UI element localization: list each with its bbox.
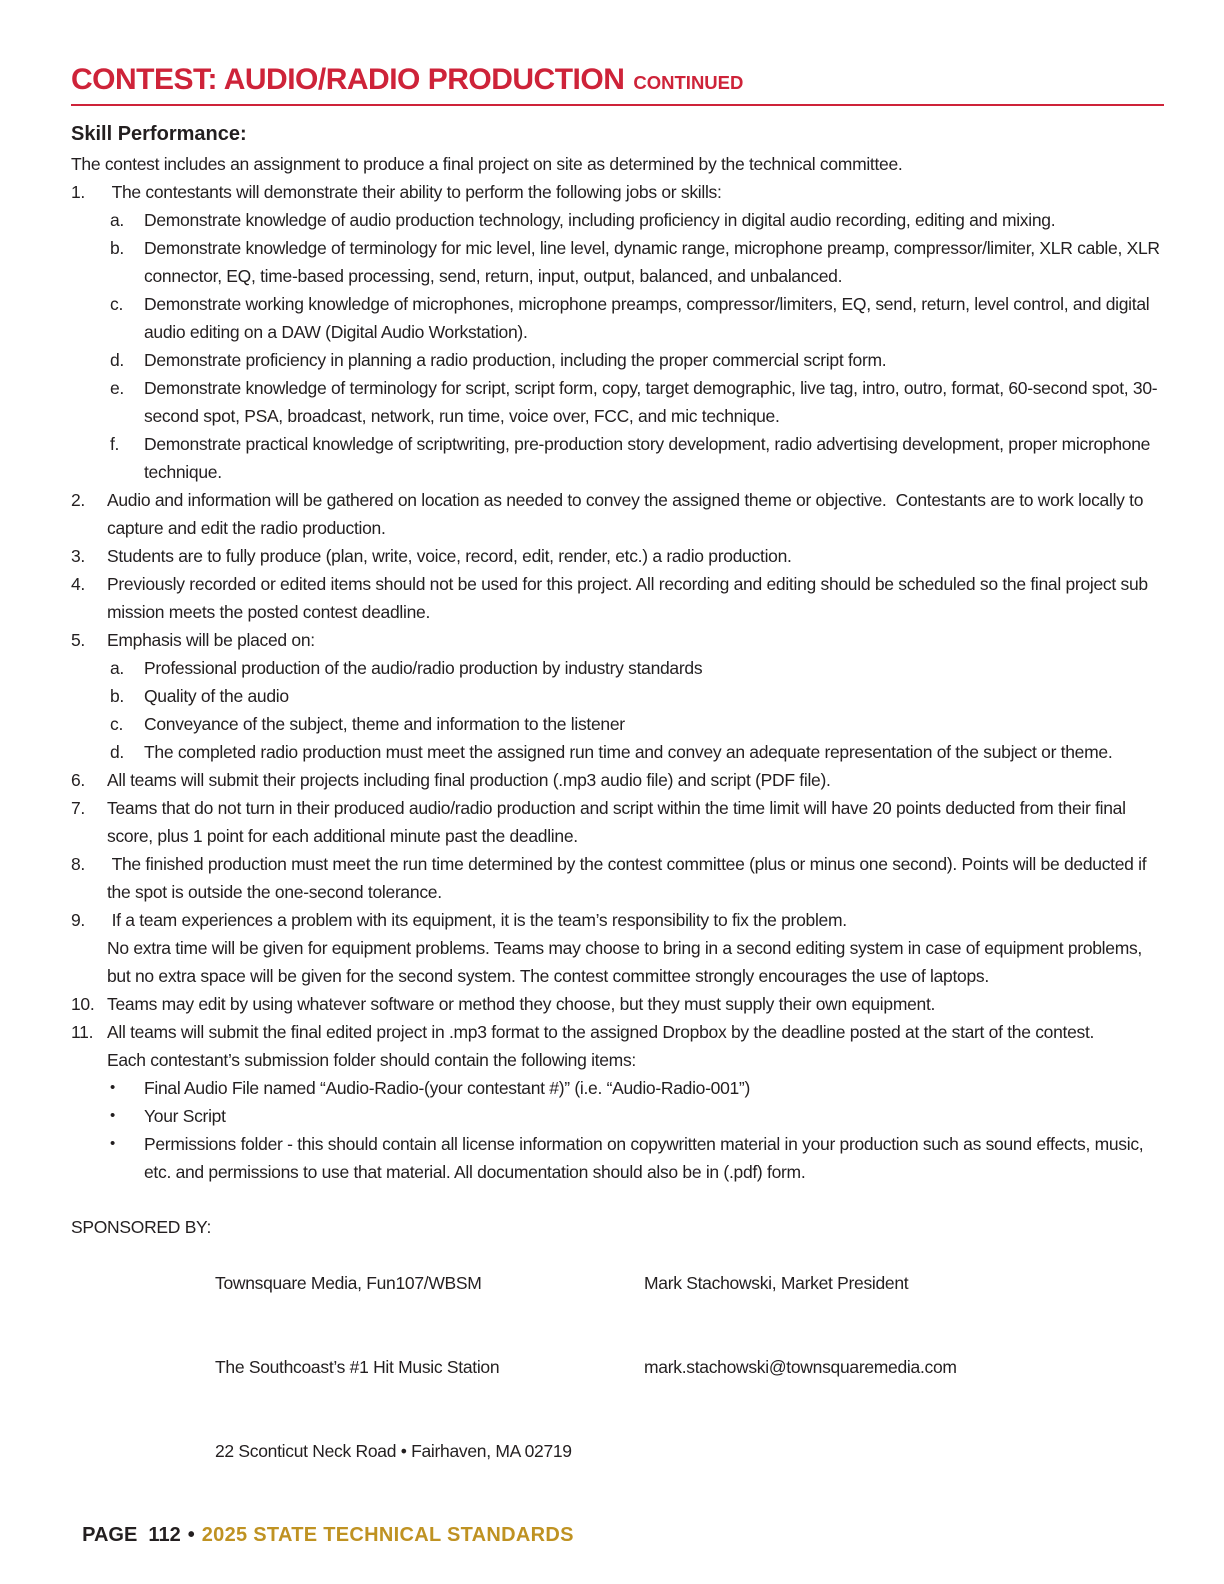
item-body — [107, 178, 1164, 486]
bullet-icon: • — [110, 1135, 115, 1152]
item-body — [107, 990, 1164, 1018]
item-number: 9. — [71, 910, 85, 930]
item-text: Emphasis will be placed on: — [107, 630, 315, 650]
sub-item-text: Professional production of the audio/radio production by industry standards — [144, 658, 703, 678]
sub-item-label: e. — [110, 378, 124, 398]
item-body — [107, 542, 1164, 570]
sponsor-info — [215, 1213, 644, 1521]
page-title-continued: CONTINUED — [633, 72, 744, 93]
sub-item-text: Conveyance of the subject, theme and information to the listener — [144, 714, 625, 734]
item-number: 1. — [71, 182, 85, 202]
item-number: 4. — [71, 574, 85, 594]
page-footer — [71, 1501, 574, 1547]
sponsor-contact-email: mark.stachowski@townsquaremedia.com — [644, 1357, 957, 1377]
sub-item-text: Demonstrate knowledge of audio production technology, including proficiency in digital audio recording, editing and mixing. — [144, 210, 1056, 230]
sub-item-text: The completed radio production must meet the assigned run time and convey an adequate representation of the subject or theme. — [144, 742, 1113, 762]
bullet-item — [110, 1074, 1164, 1102]
sub-item-label: b. — [110, 238, 124, 258]
item-text: If a team experiences a problem with its equipment, it is the team’s responsibility to fix the problem. — [107, 910, 847, 930]
sub-item-text: Quality of the audio — [144, 686, 289, 706]
bullet-item — [110, 1102, 1164, 1130]
item-body — [107, 1018, 1164, 1186]
list-item — [71, 570, 1164, 626]
list-item — [71, 766, 1164, 794]
sub-item-label: c. — [110, 294, 124, 314]
item-number: 7. — [71, 798, 85, 818]
sub-item — [110, 346, 1164, 374]
item-number: 5. — [71, 630, 85, 650]
sub-item-text: Demonstrate practical knowledge of scriptwriting, pre-production story development, radio advertising development, proper microphone technique. — [144, 434, 1155, 482]
list-item — [71, 626, 1164, 766]
item-text: Teams may edit by using whatever software or method they choose, but they must supply their own equipment. — [107, 994, 936, 1014]
page-title — [71, 64, 1164, 106]
intro-text: The contest includes an assignment to produce a final project on site as determined by the technical committee. — [71, 154, 903, 174]
item-body — [107, 486, 1164, 542]
sub-item — [110, 430, 1164, 486]
item-text: All teams will submit their projects including final production (.mp3 audio file) and script (PDF file). — [107, 770, 831, 790]
item-text: Each contestant’s submission folder should contain the following items: — [107, 1050, 636, 1070]
item-body — [107, 570, 1164, 626]
item-text: The contestants will demonstrate their ability to perform the following jobs or skills: — [107, 182, 722, 202]
sub-item-label: a. — [110, 210, 124, 230]
sponsor-name: Townsquare Media, Fun107/WBSM — [215, 1273, 482, 1293]
sub-item — [110, 682, 1164, 710]
item-text: Previously recorded or edited items should not be used for this project. All recording and editing should be scheduled so the final project sub mission meets the posted contest deadline. — [107, 574, 1153, 622]
skill-list — [71, 178, 1164, 1186]
list-item — [71, 1018, 1164, 1186]
sub-item-label: d. — [110, 742, 124, 762]
item-number: 6. — [71, 770, 85, 790]
list-item — [71, 906, 1164, 990]
sub-item-text: Demonstrate proficiency in planning a radio production, including the proper commercial script form. — [144, 350, 887, 370]
item-text: No extra time will be given for equipment problems. Teams may choose to bring in a second editing system in case of equipment problems, but no extra space will be given for the second system. The contest committee strongly encourages the use of laptops. — [107, 938, 1147, 986]
list-item — [71, 486, 1164, 542]
item-text: Students are to fully produce (plan, write, voice, record, edit, render, etc.) a radio production. — [107, 546, 792, 566]
sponsor-contact — [644, 1213, 1164, 1521]
page-title-text: CONTEST: AUDIO/RADIO PRODUCTION — [71, 63, 625, 96]
sub-item — [110, 234, 1164, 290]
list-item — [71, 794, 1164, 850]
list-item — [71, 178, 1164, 486]
sponsor-label: SPONSORED BY: — [71, 1217, 212, 1237]
sub-item — [110, 710, 1164, 738]
list-item — [71, 990, 1164, 1018]
item-number: 11. — [71, 1022, 94, 1042]
bullet-item — [110, 1130, 1164, 1186]
sponsor-contact-name: Mark Stachowski, Market President — [644, 1273, 909, 1293]
sponsor-tagline: The Southcoast’s #1 Hit Music Station — [215, 1357, 500, 1377]
item-text: Teams that do not turn in their produced audio/radio production and script within the time limit will have 20 points deducted from their final score, plus 1 point for each additional minute past the deadline. — [107, 798, 1131, 846]
bullet-text: Your Script — [144, 1106, 226, 1126]
item-text: Audio and information will be gathered on location as needed to convey the assigned theme or objective. Contestants are to work locally to capture and edit the radio production. — [107, 490, 1148, 538]
item-body — [107, 794, 1164, 850]
item-body — [107, 766, 1164, 794]
section-heading: Skill Performance: — [71, 123, 247, 145]
sub-item — [110, 738, 1164, 766]
list-item — [71, 850, 1164, 906]
sub-item — [110, 290, 1164, 346]
bullet-icon: • — [110, 1107, 115, 1124]
sub-item-label: c. — [110, 714, 124, 734]
item-body — [107, 850, 1164, 906]
footer-separator: • — [187, 1524, 195, 1546]
sub-item-label: b. — [110, 686, 124, 706]
list-item — [71, 542, 1164, 570]
bullet-text: Permissions folder - this should contain all license information on copywritten material in your production such as sound effects, music, etc. and permissions to use that material. All documentation should also be in (.pdf) form. — [144, 1134, 1148, 1182]
sponsor-address: 22 Sconticut Neck Road • Fairhaven, MA 02719 — [215, 1441, 572, 1461]
item-number: 3. — [71, 546, 85, 566]
standards-title: 2025 STATE TECHNICAL STANDARDS — [201, 1524, 574, 1546]
bullet-text: Final Audio File named “Audio-Radio-(your contestant #)” (i.e. “Audio-Radio-001”) — [144, 1078, 750, 1098]
page-number: PAGE 112 — [82, 1524, 181, 1546]
sub-item-label: f. — [110, 434, 120, 454]
item-number: 10. — [71, 994, 95, 1014]
sub-item-label: a. — [110, 658, 124, 678]
item-text: All teams will submit the final edited project in .mp3 format to the assigned Dropbox by the deadline posted at the start of the contest. — [107, 1022, 1095, 1042]
sub-item-text: Demonstrate knowledge of terminology for script, script form, copy, target demographic, live tag, intro, outro, format, 60-second spot, 30-second spot, PSA, broadcast, network, run time, voice over, FCC, and mic technique. — [144, 378, 1158, 426]
sub-item — [110, 654, 1164, 682]
sponsor-block — [71, 1213, 1164, 1521]
item-body — [107, 626, 1164, 766]
sub-item-label: d. — [110, 350, 124, 370]
bullet-icon: • — [110, 1079, 115, 1096]
item-body — [107, 906, 1164, 990]
sub-item — [110, 206, 1164, 234]
item-number: 2. — [71, 490, 85, 510]
sub-item-text: Demonstrate knowledge of terminology for mic level, line level, dynamic range, microphone preamp, compressor/limiter, XLR cable, XLR connector, EQ, time-based processing, send, return, input, output, balanced, and unbalanced. — [144, 238, 1165, 286]
item-text: The finished production must meet the run time determined by the contest committee (plus or minus one second). Points will be deducted if the spot is outside the one-second tolerance. — [107, 854, 1151, 902]
item-number: 8. — [71, 854, 85, 874]
sub-item — [110, 374, 1164, 430]
sub-item-text: Demonstrate working knowledge of microphones, microphone preamps, compressor/limiters, EQ, send, return, level control, and digital audio editing on a DAW (Digital Audio Workstation). — [144, 294, 1154, 342]
